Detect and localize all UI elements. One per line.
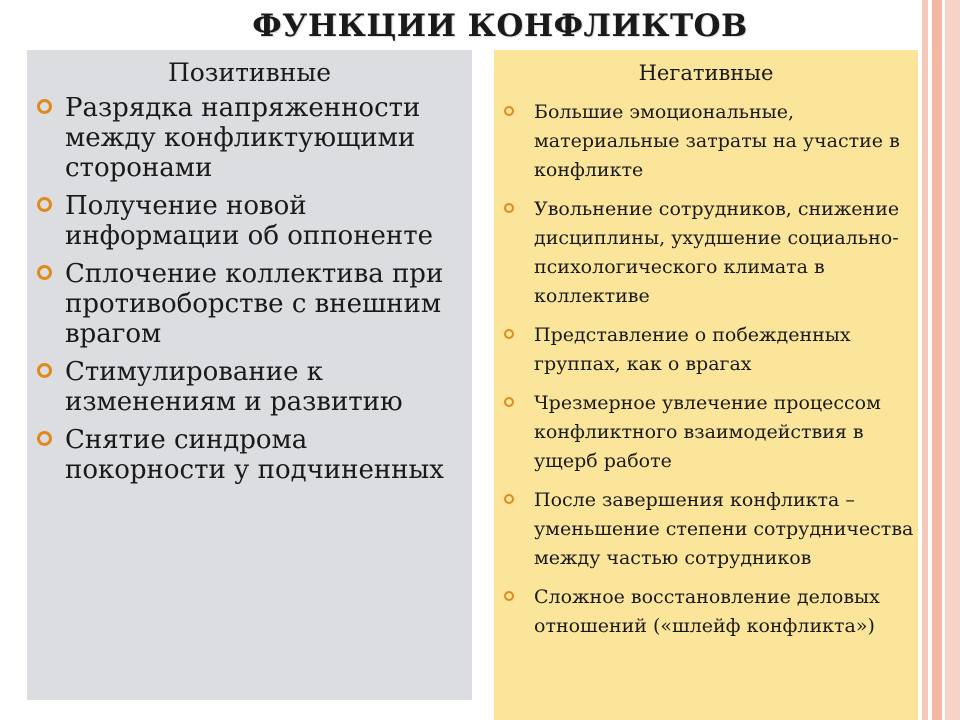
slide-title: ФУНКЦИИ КОНФЛИКТОВ [252, 8, 748, 44]
ring-bullet-icon [504, 195, 514, 224]
ring-bullet-icon [504, 389, 514, 418]
list-item-text: После завершения конфликта – уменьшение степени сотрудничества между частью сотрудников [534, 489, 914, 569]
ring-bullet-icon [37, 426, 52, 456]
positive-header: Позитивные [167, 58, 332, 87]
list-item-text: Большие эмоциональные, материальные затраты на участие в конфликте [534, 101, 900, 181]
list-item [504, 321, 914, 379]
list-item [504, 98, 914, 185]
list-item-text: Сплочение коллектива при противоборстве с внешним врагом [65, 259, 444, 349]
list-item [37, 93, 469, 183]
list-item-text: Представление о побежденных группах, как о врагах [534, 324, 851, 375]
list-item-text: Получение новой информации об оппоненте [65, 191, 434, 251]
list-item [37, 425, 469, 485]
list-item-text: Чрезмерное увлечение процессом конфликтного взаимодействия в ущерб работе [534, 392, 881, 472]
ring-bullet-icon [37, 192, 52, 222]
list-item [504, 486, 914, 573]
ring-bullet-icon [504, 321, 514, 350]
list-item [504, 583, 914, 641]
list-item-text: Сложное восстановление деловых отношений («шлейф конфликта») [534, 586, 880, 637]
list-item [37, 357, 469, 417]
decorative-side-stripes [922, 0, 960, 720]
list-item-text: Увольнение сотрудников, снижение дисциплины, ухудшение социально-психологического климата в коллективе [534, 198, 900, 307]
list-item [504, 195, 914, 311]
list-item-text: Снятие синдрома покорности у подчиненных [65, 425, 444, 485]
list-item-text: Стимулирование к изменениям и развитию [65, 357, 403, 417]
list-item [504, 389, 914, 476]
positive-list [37, 93, 469, 493]
ring-bullet-icon [504, 583, 514, 612]
negative-list [504, 98, 914, 651]
ring-bullet-icon [37, 358, 52, 388]
ring-bullet-icon [504, 486, 514, 515]
ring-bullet-icon [37, 94, 52, 124]
negative-header: Негативные [638, 61, 774, 85]
ring-bullet-icon [37, 260, 52, 290]
list-item [37, 259, 469, 349]
list-item-text: Разрядка напряженности между конфликтующими сторонами [65, 93, 421, 183]
list-item [37, 191, 469, 251]
ring-bullet-icon [504, 98, 514, 127]
